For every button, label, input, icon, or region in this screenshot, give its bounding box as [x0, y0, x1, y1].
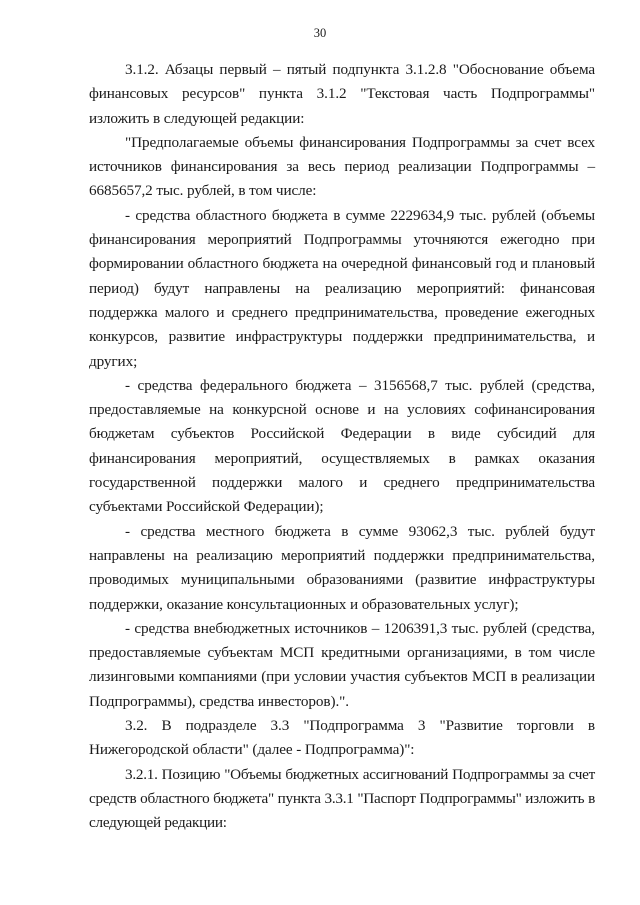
document-body	[89, 58, 595, 836]
paragraph-3-1-2: 3.1.2. Абзацы первый – пятый подпункта 3.1.2.8 "Обоснование объема финансовых ресурсов" пункта 3.1.2 "Текстовая часть Подпрограммы" изложить в следующей редакции:	[89, 61, 595, 127]
paragraph-3-2: 3.2. В подразделе 3.3 "Подпрограмма 3 "Развитие торговли в Нижегородской области" (далее - Подпрограмма)":	[89, 717, 595, 759]
paragraph-federal-budget: - средства федерального бюджета – 3156568,7 тыс. рублей (средства, предоставляемые на конкурсной основе и на условиях софинансирования бюджетам субъектов Российской Федерации в виде субсидий для финансирования мероприятий, осуществляемых в рамках оказания государственной поддержки малого и среднего предпринимательства субъектами Российской Федерации);	[89, 376, 595, 516]
paragraph-local-budget: - средства местного бюджета в сумме 93062,3 тыс. рублей будут направлены на реализацию мероприятий поддержки предпринимательства, проводимых муниципальными образованиями (развитие инфраструктуры поддержки, оказание консультационных и образовательных услуг);	[89, 522, 595, 613]
paragraph-3-2-1: 3.2.1. Позицию "Объемы бюджетных ассигнований Подпрограммы за счет средств областного бюджета" пункта 3.3.1 "Паспорт Подпрограммы" изложить в следующей редакции:	[89, 765, 595, 832]
paragraph-extra-budgetary: - средства внебюджетных источников – 1206391,3 тыс. рублей (средства, предоставляемые субъектам МСП кредитными организациями, в том числе лизинговыми компаниями (при условии участия субъектов МСП в реализации Подпрограммы), средства инвесторов).".	[89, 619, 595, 710]
paragraph-regional-budget: - средства областного бюджета в сумме 2229634,9 тыс. рублей (объемы финансирования мероприятий Подпрограммы уточняются ежегодно при формировании областного бюджета на очередной финансовый год и плановый период) будут направлены на реализацию мероприятий: финансовая поддержка малого и среднего предпринимательства, проведение ежегодных конкурсов, развитие инфраструктуры поддержки предпринимательства, и других;	[89, 206, 595, 370]
page-number: 30	[313, 26, 327, 40]
paragraph-total-financing: "Предполагаемые объемы финансирования Подпрограммы за счет всех источников финансирования за весь период реализации Подпрограммы – 6685657,2 тыс. рублей, в том числе:	[89, 133, 595, 200]
